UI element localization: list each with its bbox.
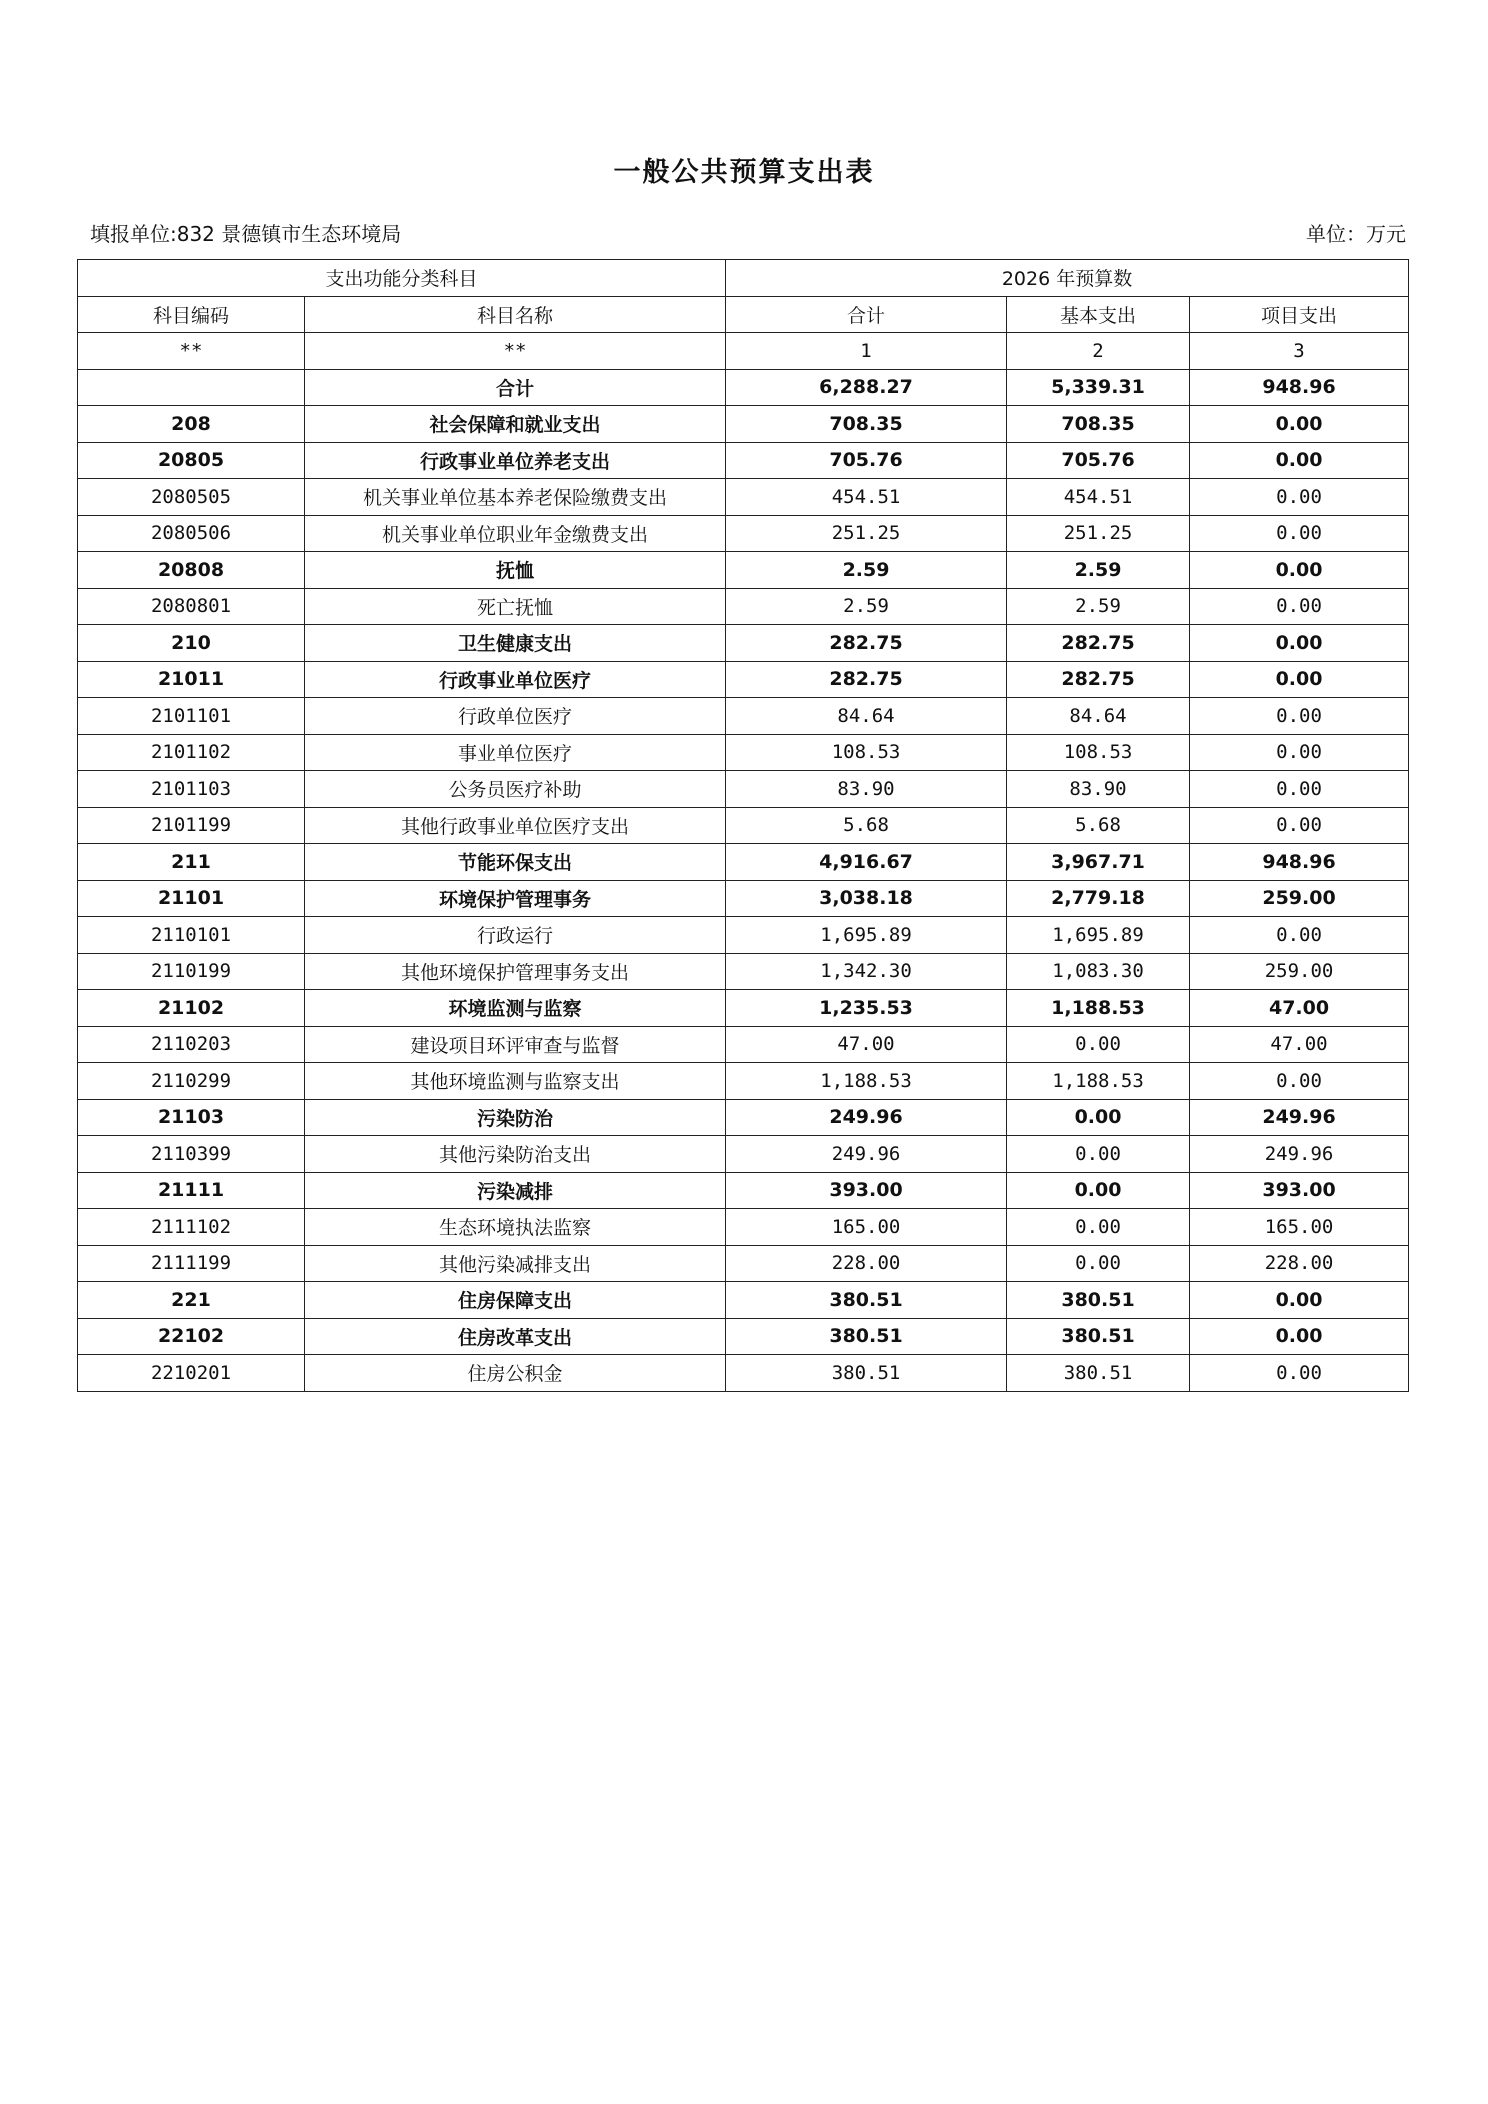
cell-project: 0.00 [1190,734,1409,771]
cell-code: 20808 [78,552,305,589]
index-project: 3 [1190,333,1409,370]
cell-project: 47.00 [1190,990,1409,1027]
cell-name: 卫生健康支出 [305,625,726,662]
header-code: 科目编码 [78,296,305,333]
cell-name: 公务员医疗补助 [305,771,726,808]
cell-name: 其他环境监测与监察支出 [305,1063,726,1100]
cell-total: 380.51 [726,1282,1007,1319]
cell-basic: 1,083.30 [1007,953,1190,990]
cell-basic: 84.64 [1007,698,1190,735]
cell-code: 21011 [78,661,305,698]
cell-project: 0.00 [1190,479,1409,516]
cell-name: 合计 [305,369,726,406]
cell-name: 抚恤 [305,552,726,589]
cell-code: 21111 [78,1172,305,1209]
cell-total: 2.59 [726,552,1007,589]
table-row [78,479,1409,516]
cell-code: 2110101 [78,917,305,954]
cell-code: 2080801 [78,588,305,625]
cell-basic: 380.51 [1007,1282,1190,1319]
cell-basic: 282.75 [1007,661,1190,698]
table-row [78,1136,1409,1173]
table-body [78,369,1409,1391]
cell-name: 社会保障和就业支出 [305,406,726,443]
table-row [78,771,1409,808]
cell-basic: 1,188.53 [1007,990,1190,1027]
cell-name: 污染防治 [305,1099,726,1136]
table-row [78,734,1409,771]
cell-code: 2101102 [78,734,305,771]
cell-project: 0.00 [1190,442,1409,479]
cell-total: 705.76 [726,442,1007,479]
table-row [78,1245,1409,1282]
cell-basic: 708.35 [1007,406,1190,443]
cell-project: 0.00 [1190,1063,1409,1100]
table-row [78,588,1409,625]
cell-basic: 0.00 [1007,1136,1190,1173]
cell-name: 污染减排 [305,1172,726,1209]
cell-name: 节能环保支出 [305,844,726,881]
cell-total: 108.53 [726,734,1007,771]
cell-name: 行政事业单位养老支出 [305,442,726,479]
header-group-row [78,260,1409,297]
cell-basic: 108.53 [1007,734,1190,771]
cell-total: 1,342.30 [726,953,1007,990]
cell-basic: 454.51 [1007,479,1190,516]
index-code: ** [78,333,305,370]
cell-name: 环境保护管理事务 [305,880,726,917]
cell-project: 0.00 [1190,917,1409,954]
cell-total: 84.64 [726,698,1007,735]
cell-basic: 2.59 [1007,552,1190,589]
table-row [78,1026,1409,1063]
cell-total: 282.75 [726,661,1007,698]
cell-project: 259.00 [1190,953,1409,990]
cell-total: 251.25 [726,515,1007,552]
cell-project: 47.00 [1190,1026,1409,1063]
table-row [78,661,1409,698]
cell-code: 2210201 [78,1355,305,1392]
cell-project: 0.00 [1190,661,1409,698]
table-row [78,442,1409,479]
cell-total: 6,288.27 [726,369,1007,406]
table-row [78,880,1409,917]
cell-total: 380.51 [726,1355,1007,1392]
cell-project: 0.00 [1190,807,1409,844]
cell-project: 393.00 [1190,1172,1409,1209]
cell-basic: 705.76 [1007,442,1190,479]
header-name: 科目名称 [305,296,726,333]
cell-code: 2080505 [78,479,305,516]
cell-basic: 1,695.89 [1007,917,1190,954]
cell-project: 0.00 [1190,588,1409,625]
cell-total: 380.51 [726,1318,1007,1355]
table-row [78,698,1409,735]
cell-total: 249.96 [726,1099,1007,1136]
cell-project: 249.96 [1190,1099,1409,1136]
cell-code: 2110203 [78,1026,305,1063]
cell-basic: 2,779.18 [1007,880,1190,917]
index-total: 1 [726,333,1007,370]
cell-project: 948.96 [1190,844,1409,881]
cell-project: 228.00 [1190,1245,1409,1282]
index-basic: 2 [1007,333,1190,370]
cell-basic: 0.00 [1007,1099,1190,1136]
cell-code [78,369,305,406]
table-row [78,1172,1409,1209]
cell-code: 2110199 [78,953,305,990]
cell-basic: 0.00 [1007,1245,1190,1282]
cell-code: 21101 [78,880,305,917]
cell-code: 2110299 [78,1063,305,1100]
cell-code: 2110399 [78,1136,305,1173]
cell-total: 3,038.18 [726,880,1007,917]
cell-project: 249.96 [1190,1136,1409,1173]
header-project: 项目支出 [1190,296,1409,333]
cell-code: 221 [78,1282,305,1319]
table-row [78,917,1409,954]
cell-code: 2111102 [78,1209,305,1246]
cell-project: 948.96 [1190,369,1409,406]
cell-basic: 0.00 [1007,1026,1190,1063]
table-row [78,1318,1409,1355]
table-row [78,625,1409,662]
header-basic: 基本支出 [1007,296,1190,333]
cell-total: 249.96 [726,1136,1007,1173]
index-row [78,333,1409,370]
cell-basic: 282.75 [1007,625,1190,662]
cell-total: 228.00 [726,1245,1007,1282]
cell-project: 0.00 [1190,771,1409,808]
cell-code: 2101101 [78,698,305,735]
cell-code: 211 [78,844,305,881]
cell-basic: 3,967.71 [1007,844,1190,881]
table-row [78,1209,1409,1246]
header-column-row [78,296,1409,333]
cell-code: 210 [78,625,305,662]
cell-total: 5.68 [726,807,1007,844]
table-row [78,1099,1409,1136]
cell-name: 死亡抚恤 [305,588,726,625]
cell-project: 0.00 [1190,698,1409,735]
cell-code: 2111199 [78,1245,305,1282]
table-row [78,1282,1409,1319]
cell-code: 21103 [78,1099,305,1136]
page-title: 一般公共预算支出表 [613,157,875,188]
cell-project: 165.00 [1190,1209,1409,1246]
table-row [78,552,1409,589]
cell-name: 其他环境保护管理事务支出 [305,953,726,990]
cell-project: 259.00 [1190,880,1409,917]
table-row [78,369,1409,406]
table-row [78,990,1409,1027]
cell-basic: 0.00 [1007,1209,1190,1246]
cell-name: 行政事业单位医疗 [305,661,726,698]
cell-code: 22102 [78,1318,305,1355]
table-row [78,807,1409,844]
cell-basic: 83.90 [1007,771,1190,808]
cell-total: 708.35 [726,406,1007,443]
reporting-unit: 填报单位:832 景德镇市生态环境局 [90,222,402,246]
table-row [78,406,1409,443]
cell-name: 事业单位医疗 [305,734,726,771]
cell-name: 其他污染减排支出 [305,1245,726,1282]
cell-name: 行政单位医疗 [305,698,726,735]
table-row [78,1063,1409,1100]
cell-name: 机关事业单位职业年金缴费支出 [305,515,726,552]
cell-basic: 251.25 [1007,515,1190,552]
cell-project: 0.00 [1190,1355,1409,1392]
cell-project: 0.00 [1190,1282,1409,1319]
cell-total: 47.00 [726,1026,1007,1063]
cell-name: 建设项目环评审查与监督 [305,1026,726,1063]
table-row [78,953,1409,990]
cell-total: 282.75 [726,625,1007,662]
cell-code: 2101103 [78,771,305,808]
cell-total: 393.00 [726,1172,1007,1209]
cell-total: 1,235.53 [726,990,1007,1027]
cell-total: 2.59 [726,588,1007,625]
cell-name: 生态环境执法监察 [305,1209,726,1246]
cell-code: 2101199 [78,807,305,844]
header-classification: 支出功能分类科目 [78,260,726,297]
cell-name: 住房公积金 [305,1355,726,1392]
cell-project: 0.00 [1190,625,1409,662]
cell-name: 住房改革支出 [305,1318,726,1355]
budget-table [77,259,1409,1392]
header-budget-year: 2026 年预算数 [726,260,1409,297]
cell-total: 454.51 [726,479,1007,516]
cell-total: 1,695.89 [726,917,1007,954]
table-row [78,844,1409,881]
index-name: ** [305,333,726,370]
cell-basic: 0.00 [1007,1172,1190,1209]
cell-name: 住房保障支出 [305,1282,726,1319]
cell-name: 其他污染防治支出 [305,1136,726,1173]
cell-total: 1,188.53 [726,1063,1007,1100]
table-row [78,515,1409,552]
header-total: 合计 [726,296,1007,333]
cell-project: 0.00 [1190,406,1409,443]
cell-basic: 5.68 [1007,807,1190,844]
table-row [78,1355,1409,1392]
cell-name: 其他行政事业单位医疗支出 [305,807,726,844]
cell-project: 0.00 [1190,515,1409,552]
cell-name: 行政运行 [305,917,726,954]
cell-project: 0.00 [1190,552,1409,589]
cell-project: 0.00 [1190,1318,1409,1355]
cell-basic: 2.59 [1007,588,1190,625]
cell-basic: 380.51 [1007,1318,1190,1355]
cell-code: 2080506 [78,515,305,552]
cell-basic: 1,188.53 [1007,1063,1190,1100]
cell-basic: 380.51 [1007,1355,1190,1392]
cell-name: 机关事业单位基本养老保险缴费支出 [305,479,726,516]
cell-code: 20805 [78,442,305,479]
cell-total: 165.00 [726,1209,1007,1246]
cell-total: 4,916.67 [726,844,1007,881]
cell-code: 208 [78,406,305,443]
cell-code: 21102 [78,990,305,1027]
cell-total: 83.90 [726,771,1007,808]
cell-name: 环境监测与监察 [305,990,726,1027]
currency-unit: 单位：万元 [1306,222,1406,246]
cell-basic: 5,339.31 [1007,369,1190,406]
